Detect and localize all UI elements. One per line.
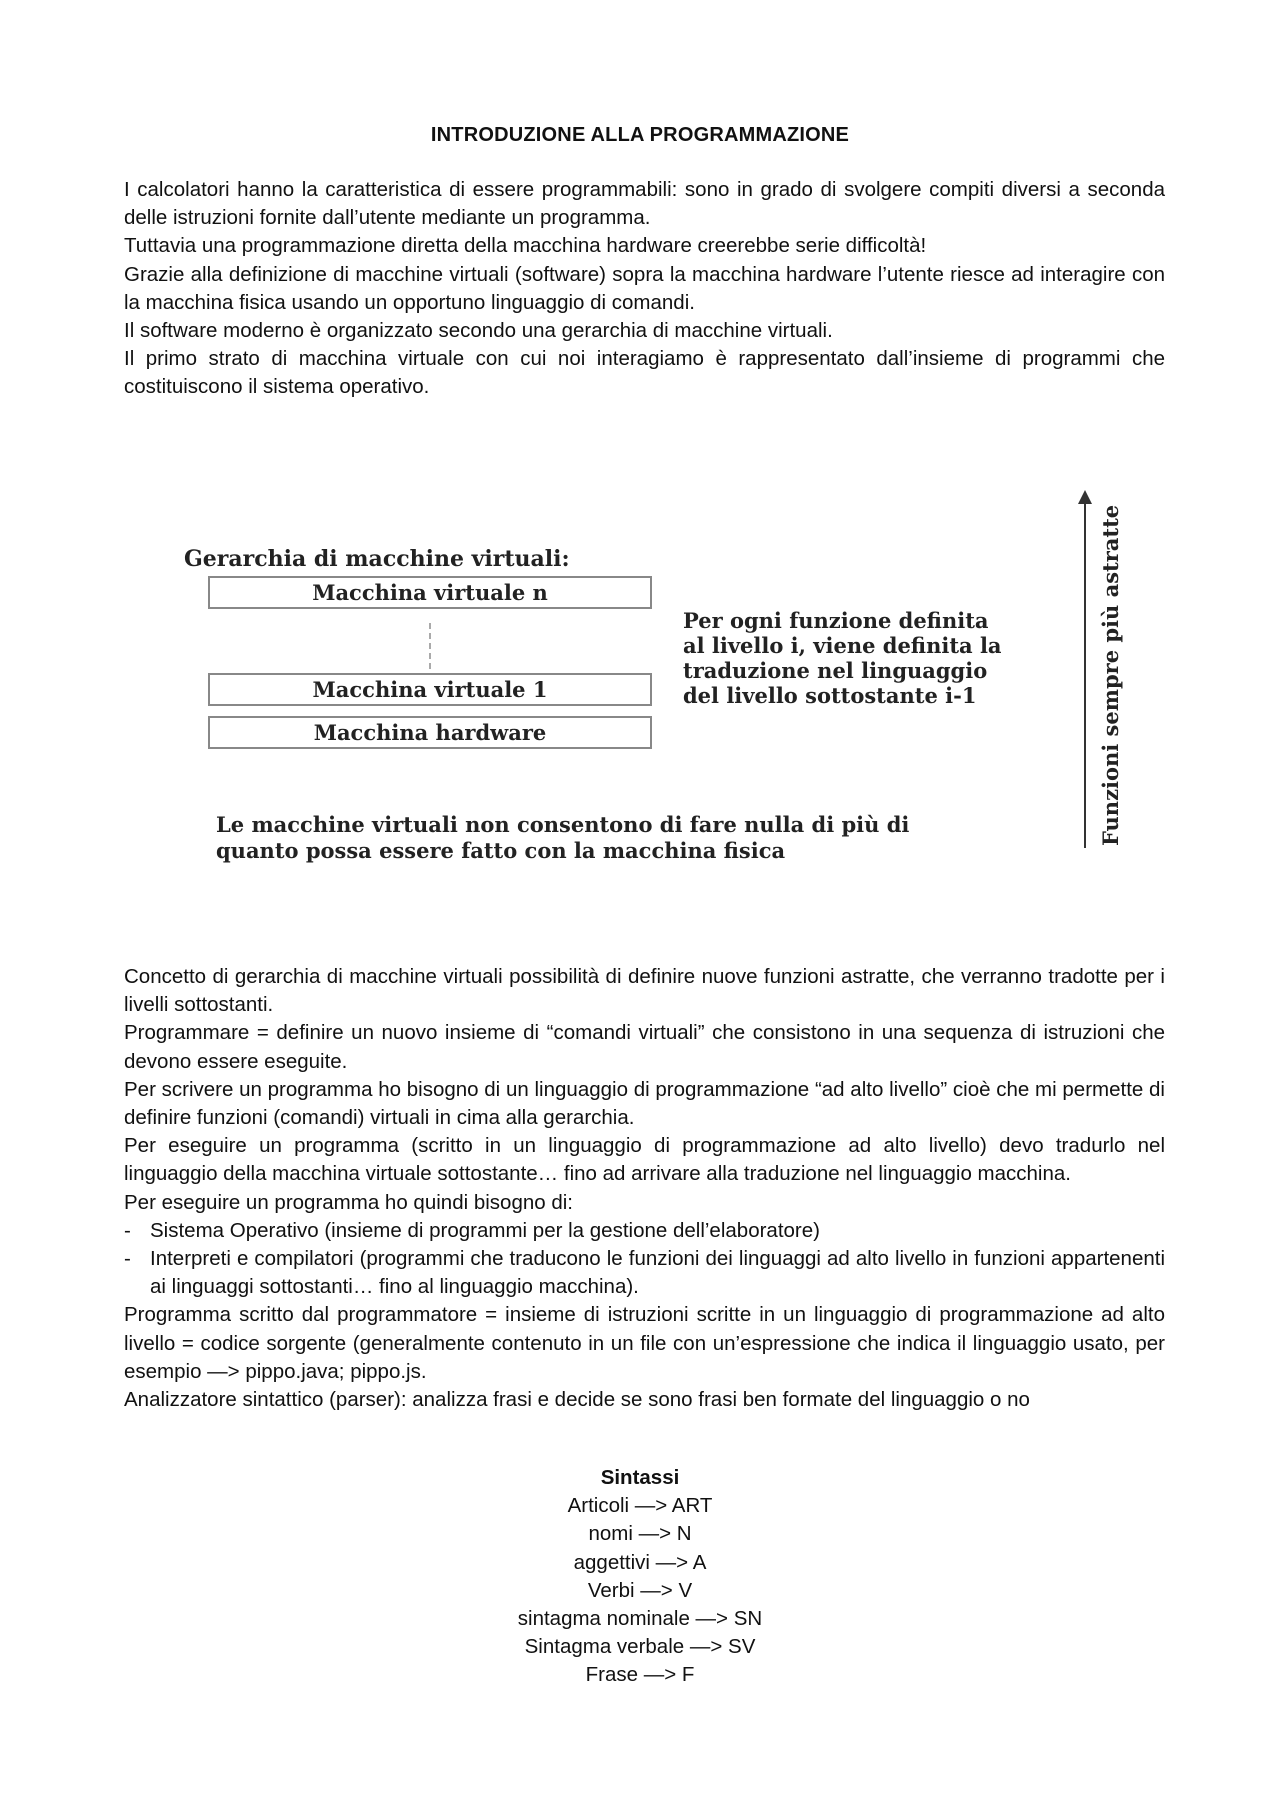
- intro-paragraph: Il primo strato di macchina virtuale con cui noi interagiamo è rappresentato dall’insieme di programmi che costituiscono il sistema operativo.: [124, 347, 1165, 399]
- virtual-machine-hierarchy-figure: [180, 490, 1140, 870]
- syntax-line: nomi —> N: [588, 1522, 692, 1546]
- abstraction-label: Funzioni sempre più astratte: [1098, 504, 1123, 846]
- bottom-note: [216, 812, 909, 864]
- syntax-line: aggettivi —> A: [573, 1550, 707, 1574]
- bottom-note-line: Le macchine virtuali non consentono di fare nulla di più di: [216, 812, 910, 837]
- body-paragraph: Per eseguire un programma (scritto in un linguaggio di programmazione ad alto livello) devo tradurlo nel linguaggio della macchina virtuale sottostante… fino ad arrivare alla traduzione nel linguaggio macchina.: [124, 1134, 1165, 1186]
- intro-paragraph: Tuttavia una programmazione diretta della macchina hardware creerebbe serie difficoltà!: [124, 234, 927, 258]
- intro-paragraph: Grazie alla definizione di macchine virtuali (software) sopra la macchina hardware l’utente riesce ad interagire con la macchina fisica usando un opportuno linguaggio di comandi.: [124, 262, 1165, 314]
- body-paragraph: Per eseguire un programma ho quindi bisogno di:: [124, 1190, 573, 1214]
- side-note-line: del livello sottostante i-1: [683, 683, 977, 708]
- body-section: [124, 963, 1165, 1414]
- list-item: - Sistema Operativo (insieme di programmi per la gestione dell’elaboratore): [124, 1217, 1165, 1245]
- syntax-heading: Sintassi: [600, 1466, 680, 1489]
- page-title: INTRODUZIONE ALLA PROGRAMMAZIONE: [430, 124, 850, 146]
- figure-title: Gerarchia di macchine virtuali:: [184, 546, 570, 572]
- syntax-section: [0, 1464, 1280, 1690]
- bottom-note-line: quanto possa essere fatto con la macchina fisica: [216, 838, 786, 863]
- arrow-shaft: [1084, 498, 1086, 848]
- side-note-line: Per ogni funzione definita: [683, 608, 989, 633]
- intro-section: [124, 176, 1165, 402]
- intro-paragraph: I calcolatori hanno la caratteristica di essere programmabili: sono in grado di svolgere compiti diversi a seconda delle istruzioni fornite dall’utente mediante un programma.: [124, 178, 1165, 230]
- abstraction-arrow: [1068, 490, 1138, 860]
- body-paragraph: Programmare = definire un nuovo insieme di “comandi virtuali” che consistono in una sequenza di istruzioni che devono essere eseguite.: [124, 1021, 1165, 1073]
- requirements-list: [124, 1217, 1165, 1302]
- box-hardware-machine: Macchina hardware: [208, 716, 652, 749]
- side-note: [683, 608, 1002, 708]
- body-paragraph: Analizzatore sintattico (parser): analizza frasi e decide se sono frasi ben formate del linguaggio o no: [124, 1388, 1030, 1412]
- body-paragraph: Concetto di gerarchia di macchine virtuali possibilità di definire nuove funzioni astratte, che verranno tradotte per i livelli sottostanti.: [124, 965, 1165, 1017]
- side-note-line: al livello i, viene definita la: [683, 633, 1002, 658]
- syntax-line: Verbi —> V: [587, 1578, 693, 1602]
- dashed-connector: [429, 623, 431, 669]
- syntax-line: Sintagma verbale —> SV: [524, 1635, 756, 1659]
- intro-paragraph: Il software moderno è organizzato secondo una gerarchia di macchine virtuali.: [124, 319, 833, 343]
- body-paragraph: Programma scritto dal programmatore = insieme di istruzioni scritte in un linguaggio di programmazione ad alto livello = codice sorgente (generalmente contenuto in un file con un’espressione che indica il linguaggio usato, per esempio —> pippo.java; pippo.js.: [124, 1303, 1165, 1383]
- body-paragraph: Per scrivere un programma ho bisogno di un linguaggio di programmazione “ad alto livello” cioè che mi permette di definire funzioni (comandi) virtuali in cima alla gerarchia.: [124, 1077, 1165, 1130]
- box-virtual-machine-1: Macchina virtuale 1: [208, 673, 652, 706]
- list-item: - Interpreti e compilatori (programmi che traducono le funzioni dei linguaggi ad alto livello in funzioni appartenenti ai linguaggi sottostanti… fino al linguaggio macchina).: [124, 1245, 1165, 1301]
- syntax-line: Frase —> F: [585, 1663, 695, 1687]
- side-note-line: traduzione nel linguaggio: [683, 658, 988, 683]
- syntax-line: Articoli —> ART: [567, 1494, 713, 1518]
- box-virtual-machine-n: Macchina virtuale n: [208, 576, 652, 609]
- syntax-line: sintagma nominale —> SN: [517, 1607, 763, 1631]
